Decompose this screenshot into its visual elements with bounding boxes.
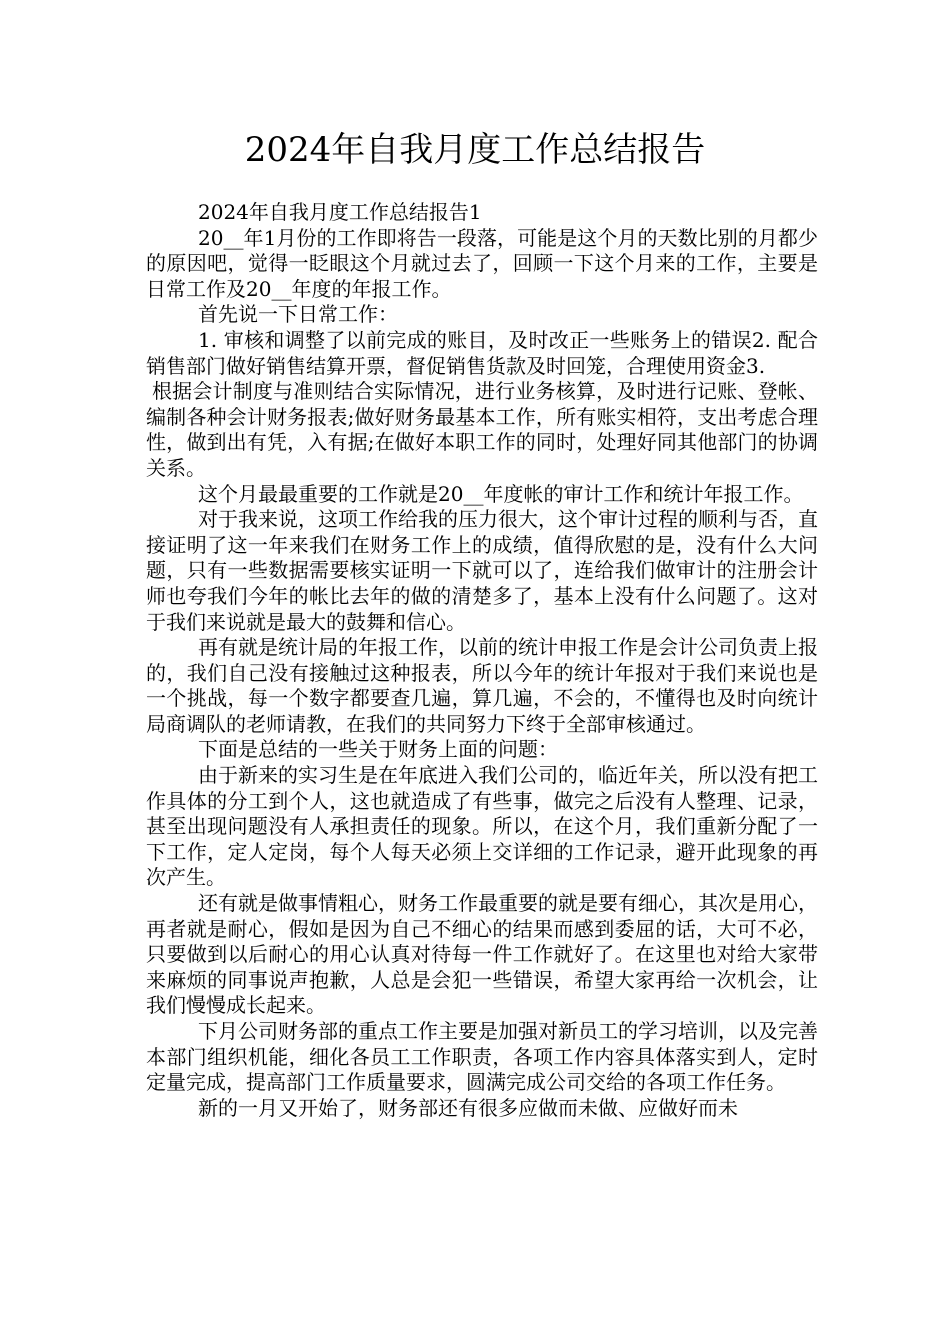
subtitle-paragraph: 2024年自我月度工作总结报告1: [198, 200, 482, 224]
document-title: 2024年自我月度工作总结报告: [244, 130, 706, 170]
document-body: [146, 200, 818, 1121]
audit-paragraph: 这个月最最重要的工作就是20__年度帐的审计工作和统计年报工作。: [198, 481, 804, 506]
daily-work-heading: 首先说一下日常工作：: [198, 302, 398, 327]
daily-work-list-paragraph: 1. 审核和调整了以前完成的账目，及时改正一些账务上的错误2. 配合销售部门做好销售结算开票，督促销售货款及时回笼，合理使用资金3.: [146, 327, 818, 378]
intro-paragraph: 20__年1月份的工作即将告一段落，可能是这个月的天数比别的月都少的原因吧，觉得一眨眼这个月就过去了，回顾一下这个月来的工作，主要是日常工作及20__年度的年报工作。: [146, 225, 818, 301]
intern-paragraph: 由于新来的实习生是在年底进入我们公司的，临近年关，所以没有把工作具体的分工到个人，这也就造成了有些事，做完之后没有人整理、记录，甚至出现问题没有人承担责任的现象。所以，在这个月，我们重新分配了一下工作，定人定岗，每个人每天必须上交详细的工作记录，避开此现象的再次产生。: [146, 763, 818, 890]
accounting-paragraph: 根据会计制度与准则结合实际情况，进行业务核算，及时进行记账、登帐、编制各种会计财务报表;做好财务最基本工作，所有账实相符，支出考虑合理性，做到出有凭，入有据;在做好本职工作的同时，处理好同其他部门的协调关系。: [146, 379, 818, 480]
statistics-paragraph: 再有就是统计局的年报工作，以前的统计申报工作是会计公司负责上报的，我们自己没有接触过这种报表，所以今年的统计年报对于我们来说也是一个挑战，每一个数字都要查几遍，算几遍，不会的，不懂得也及时向统计局商调队的老师请教，在我们的共同努力下终于全部审核通过。: [146, 635, 818, 736]
careless-paragraph: 还有就是做事情粗心，财务工作最重要的就是要有细心，其次是用心，再者就是耐心，假如是因为自己不细心的结果而感到委屈的话，大可不必，只要做到以后耐心的用心认真对待每一件工作就好了。在这里也对给大家带来麻烦的同事说声抱歉，人总是会犯一些错误，希望大家再给一次机会，让我们慢慢成长起来。: [146, 891, 818, 1018]
closing-paragraph: 新的一月又开始了，财务部还有很多应做而未做、应做好而未: [198, 1095, 738, 1120]
problems-heading: 下面是总结的一些关于财务上面的问题：: [198, 737, 558, 762]
next-month-paragraph: 下月公司财务部的重点工作主要是加强对新员工的学习培训，以及完善本部门组织机能，细化各员工工作职责，各项工作内容具体落实到人，定时定量完成，提高部门工作质量要求，圆满完成公司交给的各项工作任务。: [146, 1019, 818, 1095]
pressure-paragraph: 对于我来说，这项工作给我的压力很大，这个审计过程的顺利与否，直接证明了这一年来我们在财务工作上的成绩，值得欣慰的是，没有什么大问题，只有一些数据需要核实证明一下就可以了，连给我们做审计的注册会计师也夸我们今年的帐比去年的做的清楚多了，基本上没有什么问题了。这对于我们来说就是最大的鼓舞和信心。: [146, 507, 818, 634]
